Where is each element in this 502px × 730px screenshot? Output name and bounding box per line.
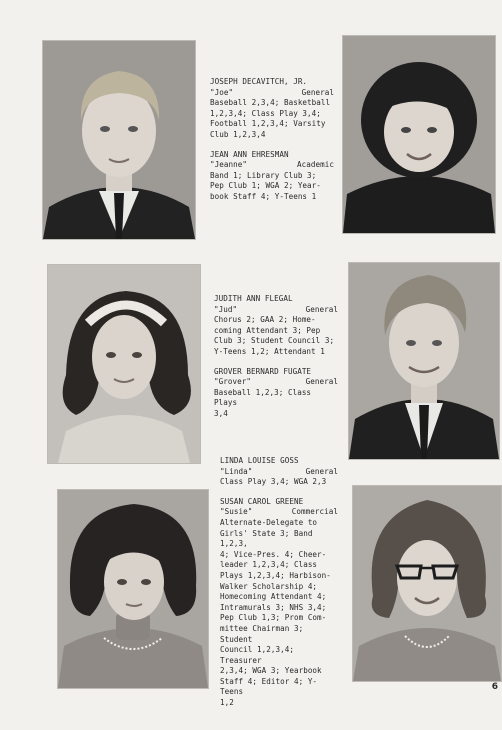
activity-line: book Staff 4; Y-Teens 1	[210, 191, 317, 201]
activity-line: leader 1,2,3,4; Class	[220, 560, 318, 570]
bio-entry	[210, 77, 334, 141]
portrait-linda-goss	[57, 489, 209, 689]
portrait-susan-greene	[352, 485, 502, 682]
activity-line: Plays 1,2,3,4; Harbison-	[220, 570, 331, 580]
nickname: "Jeanne"	[210, 160, 247, 170]
nickname: "Jud"	[214, 304, 238, 314]
activity-line: Chorus 2; GAA 2; Home-	[214, 315, 316, 325]
course: General	[305, 377, 338, 387]
course: General	[301, 87, 334, 97]
bio-group-3	[220, 456, 338, 718]
activity-line: 2,3,4; WGA 3; Yearbook	[220, 666, 322, 676]
bio-entry	[210, 150, 334, 203]
course: General	[305, 304, 338, 314]
activity-line: coming Attendant 3; Pep	[214, 325, 321, 335]
student-name: JEAN ANN EHRESMAN	[210, 149, 289, 159]
student-name: LINDA LOUISE GOSS	[220, 456, 299, 465]
portrait-joseph-decavitch	[42, 40, 196, 240]
bio-entry	[214, 294, 338, 358]
activity-line: Walker Scholarship 4;	[220, 581, 318, 591]
activity-line: Football 1,2,3,4; Varsity	[210, 119, 326, 129]
activity-line: Y-Teens 1,2; Attendant 1	[214, 346, 325, 356]
activity-line: Club 1,2,3,4	[210, 129, 266, 139]
student-name: JUDITH ANN FLEGAL	[214, 294, 293, 303]
activity-line: Club 3; Student Council 3;	[214, 336, 335, 346]
activity-line: mittee Chairman 3; Student	[220, 623, 304, 644]
student-name: JOSEPH DECAVITCH, JR.	[210, 77, 308, 86]
activity-line: 1,2,3,4; Class Play 3,4;	[210, 108, 321, 118]
nickname: "Joe"	[210, 87, 234, 97]
activity-line: Homecoming Attendant 4;	[220, 592, 327, 602]
portrait-jean-ehresman	[342, 35, 496, 234]
activity-line: Intramurals 3; NHS 3,4;	[220, 602, 327, 612]
activity-line: 4; Vice-Pres. 4; Cheer-	[220, 549, 327, 559]
activity-line: Pep Club 1,3; Prom Com-	[220, 613, 327, 623]
nickname: "Linda"	[220, 466, 253, 476]
bio-group-2	[214, 294, 338, 429]
activity-line: Alternate-Delegate to	[220, 517, 318, 527]
bio-group-1	[210, 77, 334, 212]
nickname: "Grover"	[214, 377, 251, 387]
activity-line: Council 1,2,3,4; Treasurer	[220, 645, 294, 665]
bio-entry	[220, 497, 338, 709]
student-name: GROVER BERNARD FUGATE	[214, 366, 312, 376]
course: General	[305, 466, 338, 476]
activity-line: Baseball 1,2,3; Class Plays	[214, 387, 312, 408]
portrait-judith-flegal	[47, 264, 201, 464]
student-name: SUSAN CAROL GREENE	[220, 496, 304, 506]
activity-line: Girls' State 3; Band 1,2,3,	[220, 528, 313, 549]
bio-entry	[214, 367, 338, 420]
portrait-grover-fugate	[348, 262, 500, 460]
course: Commercial	[291, 507, 338, 517]
activity-line: Staff 4; Editor 4; Y-Teens	[220, 676, 318, 697]
activity-line: 1,2	[220, 698, 234, 708]
activity-line: 3,4	[214, 408, 228, 418]
activity-line: Class Play 3,4; WGA 2,3	[220, 477, 327, 487]
activity-line: Band 1; Library Club 3;	[210, 170, 317, 180]
activity-line: Pep Club 1; WGA 2; Year-	[210, 181, 321, 191]
activity-line: Baseball 2,3,4; Basketball	[210, 98, 331, 108]
bio-entry	[220, 456, 338, 488]
page-number: 6	[491, 682, 498, 692]
nickname: "Susie"	[220, 507, 253, 517]
course: Academic	[297, 160, 334, 170]
